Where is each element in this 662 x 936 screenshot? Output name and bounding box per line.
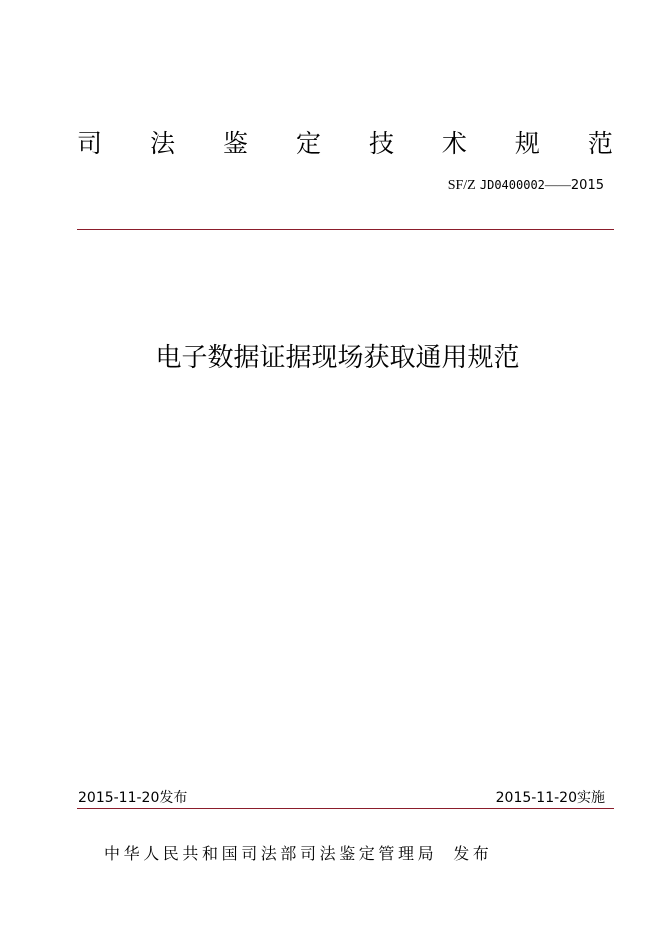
category-char: 技	[368, 129, 394, 158]
issuing-authority: 中华人民共和国司法部司法鉴定管理局	[104, 844, 438, 863]
issuing-authority-line	[104, 843, 492, 865]
category-char: 规	[514, 129, 540, 158]
document-title: 电子数据证据现场获取通用规范	[155, 343, 520, 373]
effective-date-line	[496, 788, 605, 808]
category-char: 鉴	[222, 129, 248, 158]
issued-date: 2015-11-20	[78, 790, 160, 806]
issued-label: 发布	[159, 790, 188, 806]
category-char: 司	[77, 129, 103, 158]
issued-date-line	[78, 788, 187, 808]
standard-code-dash: ——	[544, 177, 571, 192]
category-char: 术	[441, 129, 467, 158]
standard-category-title	[77, 126, 613, 162]
top-divider	[77, 229, 614, 230]
category-char: 法	[149, 129, 175, 158]
bottom-divider	[77, 808, 614, 809]
category-char: 定	[295, 129, 321, 158]
standard-code-number: JD0400002	[479, 178, 545, 192]
issue-word: 发布	[453, 844, 493, 863]
category-char: 范	[587, 129, 613, 158]
standard-code-prefix: SF/Z	[447, 178, 476, 193]
standard-code-year: 2015	[570, 178, 604, 193]
effective-label: 实施	[577, 790, 605, 806]
standard-code	[448, 176, 604, 195]
effective-date: 2015-11-20	[495, 790, 577, 806]
